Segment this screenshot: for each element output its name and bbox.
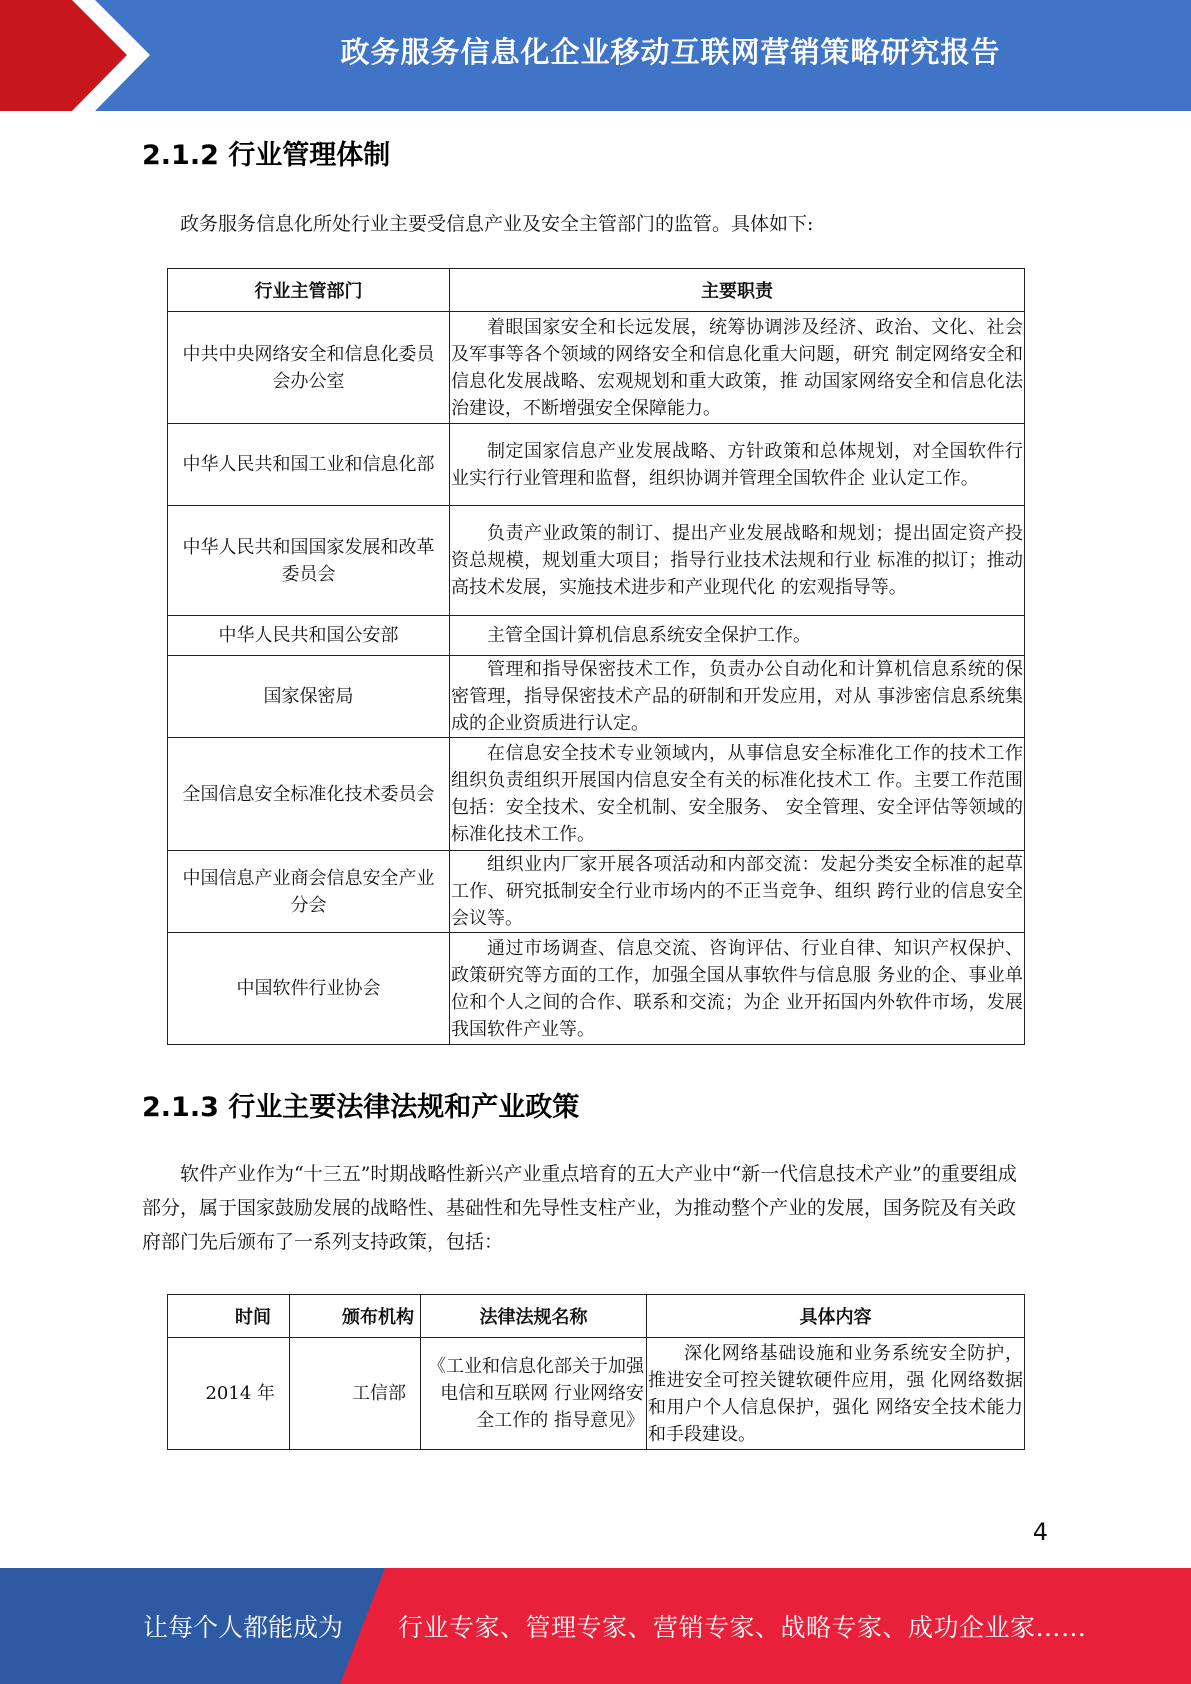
department-cell: 中华人民共和国国家发展和改革委员会	[168, 506, 450, 616]
department-cell: 中华人民共和国工业和信息化部	[168, 424, 450, 506]
department-cell: 中共中央网络安全和信息化委员会办公室	[168, 312, 450, 424]
duty-cell: 着眼国家安全和长远发展，统筹协调涉及经济、政治、文化、社会及军事等各个领域的网络安全和信息化重大问题，研究 制定网络安全和信息化发展战略、宏观规划和重大政策，推 动国家网络安全和信息化法治建设，不断增强安全保障能力。	[450, 312, 1025, 424]
table-row	[168, 738, 1025, 851]
table-row	[168, 424, 1025, 506]
section-intro-2-1-3: 软件产业作为“十三五”时期战略性新兴产业重点培育的五大产业中“新一代信息技术产业”的重要组成部分，属于国家鼓励发展的战略性、基础性和先导性支柱产业，为推动整个产业的发展，国务院及有关政府部门先后颁布了一系列支持政策，包括：	[142, 1163, 1017, 1253]
column-header: 法律法规名称	[421, 1295, 647, 1338]
column-header: 行业主管部门	[168, 269, 450, 312]
table-row	[168, 312, 1025, 424]
duty-cell: 制定国家信息产业发展战略、方针政策和总体规划，对全国软件行业实行行业管理和监督，组织协调并管理全国软件企 业认定工作。	[450, 424, 1025, 506]
footer-banner	[0, 1568, 1191, 1684]
column-header: 主要职责	[450, 269, 1025, 312]
header-banner	[0, 0, 1191, 111]
table-row	[168, 616, 1025, 656]
year-cell: 2014 年	[168, 1338, 290, 1450]
table-header-row	[168, 1295, 1025, 1338]
duty-cell: 组织业内厂家开展各项活动和内部交流：发起分类安全标准的起草工作、研究抵制安全行业市场内的不正当竞争、组织 跨行业的信息安全会议等。	[450, 851, 1025, 933]
section-heading-2-1-3: 2.1.3 行业主要法律法规和产业政策	[142, 1092, 580, 1123]
footer-slogan-left: 让每个人都能成为	[143, 1613, 344, 1642]
report-title: 政务服务信息化企业移动互联网营销策略研究报告	[340, 34, 1001, 69]
duty-cell: 在信息安全技术专业领域内，从事信息安全标准化工作的技术工作组织负责组织开展国内信息安全有关的标准化技术工 作。主要工作范围包括：安全技术、安全机制、安全服务、 安全管理、安全评估等领域的标准化技术工作。	[450, 738, 1025, 851]
table-row	[168, 851, 1025, 933]
page-number: 4	[1032, 1518, 1048, 1546]
duty-cell: 通过市场调查、信息交流、咨询评估、行业自律、知识产权保护、政策研究等方面的工作，加强全国从事软件与信息服 务业的企、事业单位和个人之间的合作、联系和交流；为企 业开拓国内外软件市场，发展我国软件产业等。	[450, 933, 1025, 1045]
regulator-table	[167, 268, 1025, 1045]
footer-slogan-right: 行业专家、管理专家、营销专家、战略专家、成功企业家……	[398, 1613, 1087, 1642]
law-name-cell: 《工业和信息化部关于加强电信和互联网 行业网络安全工作的 指导意见》	[421, 1338, 647, 1450]
department-cell: 国家保密局	[168, 656, 450, 738]
column-header: 具体内容	[647, 1295, 1025, 1338]
content-cell: 深化网络基础设施和业务系统安全防护，推进安全可控关键软硬件应用，强 化网络数据和用户个人信息保护，强化 网络安全技术能力和手段建设。	[647, 1338, 1025, 1450]
header-arrow-decoration	[0, 0, 160, 111]
duty-cell: 主管全国计算机信息系统安全保护工作。	[450, 616, 1025, 656]
policy-table	[167, 1294, 1025, 1450]
department-cell: 中国信息产业商会信息安全产业分会	[168, 851, 450, 933]
department-cell: 中华人民共和国公安部	[168, 616, 450, 656]
department-cell: 中国软件行业协会	[168, 933, 450, 1045]
column-header: 时间	[168, 1295, 290, 1338]
table-row	[168, 933, 1025, 1045]
duty-cell: 负责产业政策的制订、提出产业发展战略和规划；提出固定资产投资总规模，规划重大项目；指导行业技术法规和行业 标准的拟订；推动高技术发展，实施技术进步和产业现代化 的宏观指导等。	[450, 506, 1025, 616]
table-row	[168, 1338, 1025, 1450]
table-row	[168, 656, 1025, 738]
section-intro-2-1-2: 政务服务信息化所处行业主要受信息产业及安全主管部门的监管。具体如下:	[180, 213, 814, 235]
table-header-row	[168, 269, 1025, 312]
duty-cell: 管理和指导保密技术工作，负责办公自动化和计算机信息系统的保密管理，指导保密技术产品的研制和开发应用，对从 事涉密信息系统集成的企业资质进行认定。	[450, 656, 1025, 738]
table-row	[168, 506, 1025, 616]
section-heading-2-1-2: 2.1.2 行业管理体制	[142, 140, 391, 171]
department-cell: 全国信息安全标准化技术委员会	[168, 738, 450, 851]
column-header: 颁布机构	[290, 1295, 421, 1338]
organization-cell: 工信部	[290, 1338, 421, 1450]
